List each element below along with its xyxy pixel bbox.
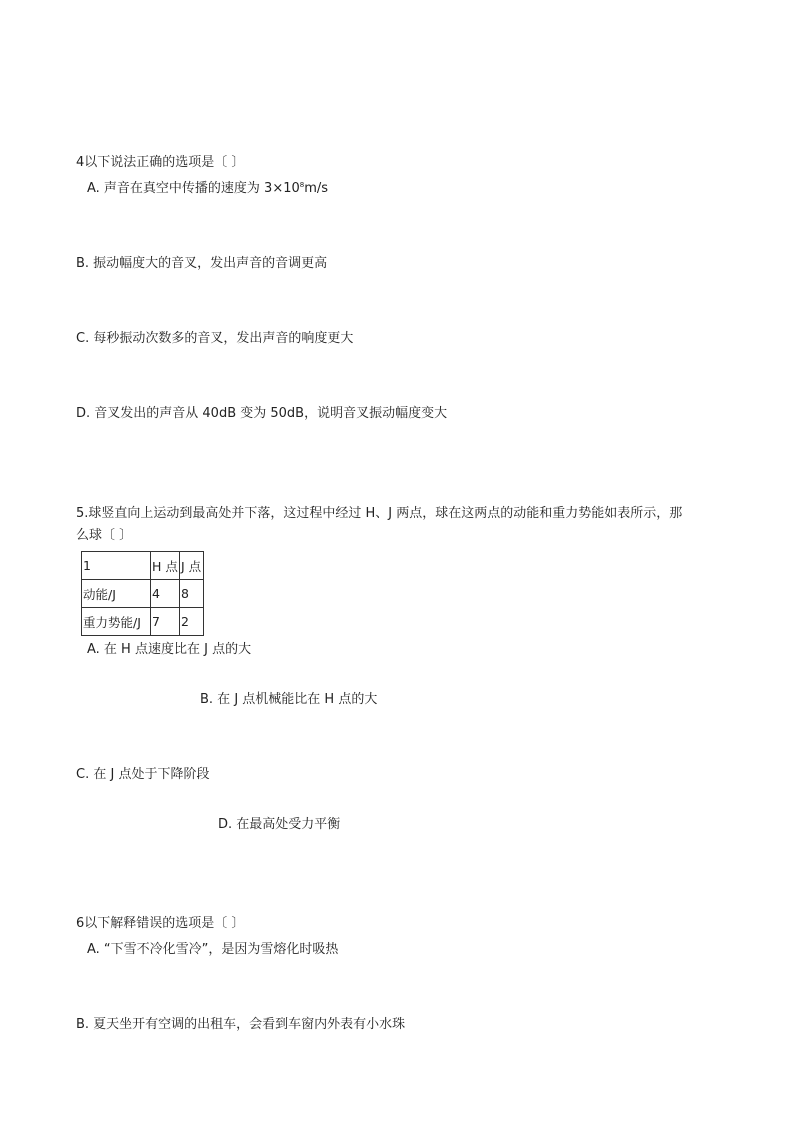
question-6-option-b: B. 夏天坐开有空调的出租车，会看到车窗内外表有小水珠 [76, 1017, 406, 1032]
table-cell: 2 [180, 608, 204, 636]
question-6-stem: 6以下解释错误的选项是〔 〕 [76, 916, 245, 931]
table-cell: 重力势能/J [82, 608, 151, 636]
table-cell: 7 [151, 608, 180, 636]
table-header-row [82, 552, 204, 580]
question-6-option-a: A. “下雪不冷化雪冷”，是因为雪熔化时吸热 [87, 942, 339, 957]
table-cell: 4 [151, 580, 180, 608]
question-5-option-b: B. 在 J 点机械能比在 H 点的大 [200, 692, 378, 707]
energy-table [81, 551, 204, 636]
question-5-option-a: A. 在 H 点速度比在 J 点的大 [87, 642, 252, 657]
question-4-option-b: B. 振动幅度大的音叉，发出声音的音调更高 [76, 256, 328, 271]
question-4-option-d: D. 音叉发出的声音从 40dB 变为 50dB，说明音叉振动幅度变大 [76, 406, 448, 421]
table-header-cell: H 点 [151, 552, 180, 580]
option-a-unit: m/s [304, 181, 329, 196]
exponent: 8 [299, 181, 305, 189]
table-row [82, 608, 204, 636]
option-a-text: A. 声音在真空中传播的速度为 3×10 [87, 181, 300, 196]
table-header-cell: J 点 [180, 552, 204, 580]
table-header-cell: 1 [82, 552, 151, 580]
table-cell: 8 [180, 580, 204, 608]
table-cell: 动能/J [82, 580, 151, 608]
table-row [82, 580, 204, 608]
question-4-stem: 4以下说法正确的选项是〔 〕 [76, 155, 245, 170]
question-5-stem-line2: 么球〔 〕 [76, 528, 133, 543]
question-5-option-d: D. 在最高处受力平衡 [218, 817, 341, 832]
question-5-option-c: C. 在 J 点处于下降阶段 [76, 767, 210, 782]
question-4-option-c: C. 每秒振动次数多的音叉，发出声音的响度更大 [76, 331, 354, 346]
question-4-option-a [87, 180, 328, 198]
question-5-stem-line1: 5.球竖直向上运动到最高处并下落，这过程中经过 H、J 两点，球在这两点的动能和重力势能如表所示，那 [76, 506, 683, 521]
